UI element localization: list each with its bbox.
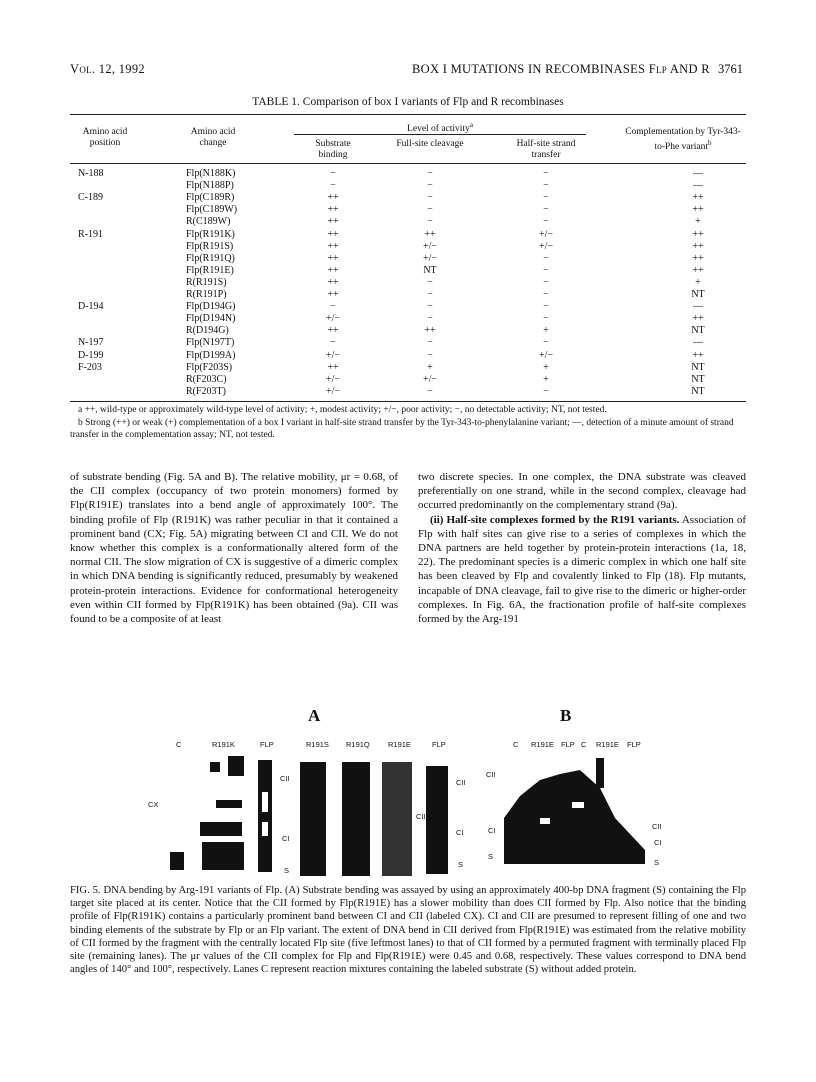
panel-letter-a: A	[308, 706, 321, 725]
row-complementation: ++	[692, 252, 704, 264]
row-complementation: +	[695, 276, 701, 288]
row-binding: ++	[327, 252, 339, 264]
body-right-paragraph-1: two discrete species. In one complex, the DNA substrate was cleaved preferentially on one strand, while in the second complex, cleavage had occurred predominantly on the complementary strand (9a).	[418, 471, 746, 512]
lane-label-b-r191e-2: R191E	[596, 740, 619, 749]
row-transfer: −	[543, 313, 549, 325]
header-level	[380, 120, 500, 135]
gel-a-lane-r191k-band-cii-2	[228, 756, 244, 776]
gel-a-flp1-gap-2	[262, 822, 268, 836]
row-complementation: NT	[691, 373, 705, 385]
footnote-a: a ++, wild-type or approximately wild-type level of activity; +, modest activity; +/−, poor activity; −, no detectable activity; NT, not tested.	[78, 405, 607, 415]
row-cleavage: −	[427, 168, 433, 179]
row-change: Flp(R191K)	[186, 228, 235, 240]
table-bottom-rule	[70, 401, 746, 402]
gel-b-highlight-1	[540, 818, 550, 824]
table-header-rule	[70, 163, 746, 164]
gel-a-lane-c-band-s	[170, 852, 184, 870]
figure-caption-text: DNA bending by Arg-191 variants of Flp. (A) Substrate bending was assayed by using an approximately 400-bp DNA fragment (S) containing the Flp target site placed at its center. Notice that the CII formed by Flp(R191E) has a slower mobility than does CII formed by Flp. Also notice that the binding profile of Flp(R191K) contains a particularly prominent band between CI and CII (labeled CX). CI and CII are presumed to represent filling of one and two binding elements of the substrate by Flp or an Flp variant. The extent of DNA bend in CII derived from Flp(R191E) was estimated from the relative mobility of CII formed by the fragment with the centrally located Flp site (five leftmost lanes) to that of CII formed by a permuted fragment with terminally placed Flp site (remaining lanes). The μr values of the CII complex for Flp and Flp(R191E) were 0.45 and 0.68, respectively. These values correspond to DNA bend angles of 140° and 100°, respectively. Lanes C represent reaction mixtures containing the labeled substrate (S) without added protein.	[70, 885, 747, 976]
page-number: 3761	[718, 62, 743, 76]
header-change: Amino acid change	[190, 127, 236, 148]
row-transfer: −	[543, 301, 549, 313]
row-change: R(D194G)	[186, 325, 229, 337]
row-binding: ++	[327, 240, 339, 252]
row-cleavage: −	[427, 301, 433, 313]
row-binding: ++	[327, 325, 339, 337]
lane-label-a-r191q: R191Q	[346, 740, 370, 749]
row-cleavage: NT	[423, 264, 437, 276]
row-change: Flp(R191Q)	[186, 252, 235, 264]
gel-b-band-upper	[596, 758, 604, 788]
band-label-cx: CX	[148, 800, 159, 809]
running-header-title: BOX I MUTATIONS IN RECOMBINASES Flp AND R	[412, 62, 710, 76]
row-transfer: −	[543, 337, 549, 349]
row-transfer: +	[543, 373, 549, 385]
lane-label-a-r191e: R191E	[388, 740, 411, 749]
row-change: Flp(D194N)	[186, 313, 236, 325]
body-right-paragraph-2-text: Association of Flp with half sites can give rise to a series of complexes in which the DNA partners are held together by protein-protein interactions (1a, 18, 22). The predominant species is a dimeric complex in which one half site has been cleaved by Flp and covalently linked to Flp (18). Flp mutants, incapable of DNA cleavage, fail to give rise to the dimeric or higher-order complexes. In Fig. 6A, the fractionation profile of half-site complexes formed by the Arg-191	[418, 513, 746, 626]
row-transfer: +/−	[538, 349, 554, 361]
gel-image-a	[160, 752, 460, 882]
gel-image-b	[500, 758, 650, 868]
lane-label-b-flp-2: FLP	[627, 740, 641, 749]
row-complementation: ++	[692, 228, 704, 240]
gel-b-highlight-2	[572, 802, 584, 808]
lane-label-a-c: C	[176, 740, 182, 749]
header-level-text: Level of activity	[407, 124, 470, 135]
row-change: Flp(D194G)	[186, 301, 236, 313]
row-complementation: ++	[692, 192, 704, 204]
row-binding: ++	[327, 216, 339, 228]
row-change: Flp(C189R)	[186, 192, 235, 204]
row-change: Flp(N188P)	[186, 180, 234, 192]
row-cleavage: −	[427, 313, 433, 325]
running-header-volume: Vol. 12, 1992	[70, 62, 145, 76]
band-label-cii-a1: CII	[280, 774, 290, 783]
lane-label-a-r191k: R191K	[212, 740, 235, 749]
row-change: Flp(N188K)	[186, 168, 236, 179]
section-heading-half-site: (ii) Half-site complexes formed by the R191 variants.	[430, 513, 680, 526]
lane-label-b-r191e-1: R191E	[531, 740, 554, 749]
row-position: C-189	[78, 192, 103, 204]
row-binding: +/−	[325, 385, 341, 397]
row-complementation: +	[695, 216, 701, 228]
band-label-s-a2: S	[458, 860, 464, 869]
row-cleavage: −	[427, 289, 433, 300]
row-transfer: +/−	[538, 228, 554, 240]
row-cleavage: ++	[424, 325, 436, 337]
band-label-cii-a3: CII	[416, 812, 426, 821]
row-cleavage: ++	[424, 228, 436, 240]
row-complementation: NT	[691, 361, 705, 373]
row-binding: ++	[327, 192, 339, 204]
body-right-column	[418, 470, 746, 626]
row-cleavage: −	[427, 276, 433, 288]
row-position: D-194	[78, 301, 104, 313]
row-position: N-197	[78, 337, 104, 349]
gel-a-flp1-gap-1	[262, 792, 268, 812]
row-binding: ++	[327, 204, 339, 216]
panel-letter-b: B	[560, 706, 572, 725]
row-change: Flp(D199A)	[186, 349, 236, 361]
band-label-ci-a1: CI	[282, 834, 290, 843]
lane-label-a-r191s: R191S	[306, 740, 329, 749]
header-binding: Substrate binding	[315, 139, 351, 160]
row-change: Flp(F203S)	[186, 361, 233, 373]
gel-a-lane-r191k-band-cx	[216, 800, 242, 808]
row-cleavage: −	[427, 192, 433, 204]
header-transfer: Half-site strand transfer	[516, 139, 576, 160]
band-label-ci-b2: CI	[654, 838, 662, 847]
band-label-ci-a2: CI	[456, 828, 464, 837]
row-transfer: −	[543, 264, 549, 276]
footnote-b: b Strong (++) or weak (+) complementation of a box I variant in half-site strand transfer by the Tyr-343-to-phenylalanine variant; —, detection of a minute amount of strand transfer in the complementation assay; NT, not tested.	[70, 418, 734, 440]
row-cleavage: +/−	[422, 373, 438, 385]
figure-caption	[70, 884, 746, 976]
table-caption: TABLE 1. Comparison of box I variants of Flp and R recombinases	[252, 96, 564, 108]
row-change: Flp(R191S)	[186, 240, 234, 252]
row-transfer: −	[543, 385, 549, 397]
footnote-marker-a: a	[469, 121, 473, 129]
row-transfer: −	[543, 276, 549, 288]
row-change: R(C189W)	[186, 216, 231, 228]
row-cleavage: −	[427, 204, 433, 216]
row-position: R-191	[78, 228, 103, 240]
row-position: D-199	[78, 349, 104, 361]
band-label-cii-b1: CII	[486, 770, 496, 779]
row-transfer: +	[543, 325, 549, 337]
row-complementation: ++	[692, 313, 704, 325]
lane-label-b-c-2: C	[581, 740, 587, 749]
band-label-s-a1: S	[284, 866, 290, 875]
row-change: R(R191S)	[186, 276, 227, 288]
band-label-s-b2: S	[654, 858, 660, 867]
row-binding: −	[330, 337, 336, 349]
row-binding: +/−	[325, 349, 341, 361]
row-binding: ++	[327, 264, 339, 276]
row-position: N-188	[78, 168, 104, 179]
gel-b-smear	[504, 770, 645, 864]
row-cleavage: +	[427, 361, 433, 373]
row-complementation: —	[693, 180, 703, 192]
band-label-s-b1: S	[488, 852, 494, 861]
row-cleavage: −	[427, 216, 433, 228]
row-complementation: NT	[691, 289, 705, 300]
lane-label-a-flp-1: FLP	[260, 740, 274, 749]
row-change: R(F203C)	[186, 373, 227, 385]
row-cleavage: −	[427, 180, 433, 192]
row-change: Flp(N197T)	[186, 337, 235, 349]
row-change: Flp(R191E)	[186, 264, 234, 276]
row-transfer: −	[543, 180, 549, 192]
band-label-cii-b2: CII	[652, 822, 662, 831]
row-binding: ++	[327, 361, 339, 373]
body-left-column: of substrate bending (Fig. 5A and B). The relative mobility, μr = 0.68, of the CII complex (occupancy of two protein monomers) formed by Flp(R191E) translates into a bend angle of approximately 100°. The binding profile of Flp (R191K) was rather peculiar in that it contained a prominent band (CX; Fig. 5A) migrating between CI and CII. We do not know whether this complex is a conformationally altered form of the normal CII. The slow migration of CX is suggestive of a dimeric complex in which DNA bending is significantly reduced, presumably by weakened protein-protein interactions. Evidence for conformational heterogeneity even within CII formed by Flp(R191K) has been obtained (9a). CII was found to be a composite of at least	[70, 471, 398, 626]
row-cleavage: +/−	[422, 252, 438, 264]
gel-a-lane-r191e	[382, 762, 412, 876]
row-complementation: ++	[692, 240, 704, 252]
body-right-paragraph-2	[418, 513, 746, 627]
row-binding: −	[330, 168, 336, 179]
row-binding: +/−	[325, 373, 341, 385]
row-cleavage: −	[427, 349, 433, 361]
figure-caption-label: FIG. 5.	[70, 885, 101, 896]
row-complementation: —	[693, 301, 703, 313]
row-transfer: +	[543, 361, 549, 373]
gel-a-lane-flp1-smear	[258, 760, 272, 872]
gel-a-lane-r191q	[342, 762, 370, 876]
lane-label-b-c-1: C	[513, 740, 519, 749]
row-complementation: NT	[691, 325, 705, 337]
row-complementation: —	[693, 337, 703, 349]
band-label-ci-b1: CI	[488, 826, 496, 835]
row-transfer: −	[543, 192, 549, 204]
gel-a-lane-r191s	[300, 762, 326, 876]
gel-a-lane-r191k-band-s	[202, 842, 244, 870]
gel-a-lane-r191k-band-ci	[200, 822, 242, 836]
row-position: F-203	[78, 361, 102, 373]
row-complementation: NT	[691, 385, 705, 397]
row-transfer: −	[543, 168, 549, 179]
header-position: Amino acid position	[82, 127, 128, 148]
gel-a-lane-r191k-band-cii	[210, 762, 220, 772]
header-complementation-text: Complementation by Tyr-343-to-Phe variant	[625, 127, 741, 153]
row-transfer: −	[543, 252, 549, 264]
row-complementation: —	[693, 168, 703, 179]
band-label-cii-a2: CII	[456, 778, 466, 787]
row-cleavage: −	[427, 385, 433, 397]
row-transfer: −	[543, 204, 549, 216]
row-cleavage: −	[427, 337, 433, 349]
header-cleavage: Full-site cleavage	[396, 139, 464, 149]
row-change: R(F203T)	[186, 385, 226, 397]
gel-a-lane-flp2	[426, 766, 448, 874]
row-complementation: ++	[692, 264, 704, 276]
row-change: R(R191P)	[186, 289, 227, 300]
row-binding: ++	[327, 289, 339, 300]
row-binding: −	[330, 301, 336, 313]
row-cleavage: +/−	[422, 240, 438, 252]
row-binding: ++	[327, 276, 339, 288]
footnote-marker-b: b	[708, 139, 712, 147]
table-top-rule	[70, 114, 746, 115]
row-binding: ++	[327, 228, 339, 240]
row-transfer: −	[543, 289, 549, 300]
row-binding: −	[330, 180, 336, 192]
row-change: Flp(C189W)	[186, 204, 238, 216]
row-complementation: ++	[692, 349, 704, 361]
header-complementation	[620, 127, 746, 153]
row-transfer: +/−	[538, 240, 554, 252]
row-complementation: ++	[692, 204, 704, 216]
lane-label-b-flp-1: FLP	[561, 740, 575, 749]
row-transfer: −	[543, 216, 549, 228]
row-binding: +/−	[325, 313, 341, 325]
lane-label-a-flp-2: FLP	[432, 740, 446, 749]
